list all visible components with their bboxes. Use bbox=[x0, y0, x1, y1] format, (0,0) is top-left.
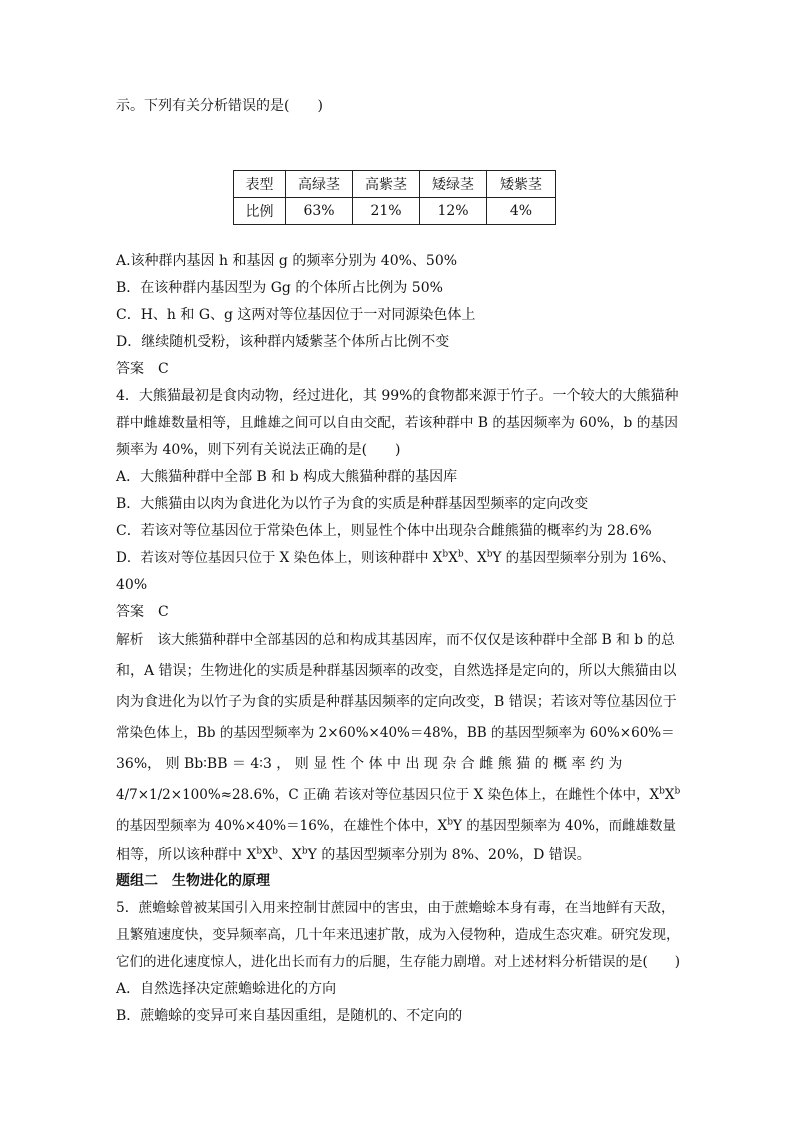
q4-explanation-5: 36%， 则 Bb∶BB ＝ 4∶3 ， 则 显 性 个 体 中 出 现 杂 合 雌 熊 猫 的 概 率 约 为 bbox=[116, 756, 623, 772]
table-cell: 矮绿茎 bbox=[420, 171, 487, 198]
table-cell: 矮紫茎 bbox=[487, 171, 556, 198]
q4-explanation-1: 解析 该大熊猫种群中全部基因的总和构成其基因库，而不仅仅是该种群中全部 B 和 b 的总 bbox=[116, 632, 675, 648]
table-cell: 12% bbox=[420, 198, 487, 225]
q3-option-d: D．继续随机受粉，该种群内矮紫茎个体所占比例不变 bbox=[116, 334, 450, 350]
q5-stem-line-3: 它们的进化速度惊人，进化出长而有力的后腿，生存能力剧增。对上述材料分析错误的是( ) bbox=[116, 954, 681, 970]
q3-option-c: C．H、h 和 G、g 这两对等位基因位于一对同源染色体上 bbox=[116, 307, 476, 323]
q5-option-a: A．自然选择决定蔗蟾蜍进化的方向 bbox=[116, 981, 337, 997]
q5-option-b: B．蔗蟾蜍的变异可来自基因重组，是随机的、不定向的 bbox=[116, 1008, 463, 1024]
q4-explanation-4: 常染色体上，Bb 的基因型频率为 2×60%×40%＝48%，BB 的基因型频率为 60%×60%＝ bbox=[116, 725, 675, 741]
intro-line: 示。下列有关分析错误的是( ) bbox=[116, 98, 323, 114]
q4-option-c: C．若该对等位基因位于常染色体上，则显性个体中出现杂合雌熊猫的概率约为 28.6% bbox=[116, 523, 652, 539]
phenotype-ratio-table bbox=[233, 170, 556, 225]
table-cell: 高绿茎 bbox=[286, 171, 353, 198]
table-cell: 63% bbox=[286, 198, 353, 225]
q4-stem-line-1: 4．大熊猫最初是食肉动物，经过进化，其 99%的食物都来源于竹子。一个较大的大熊猫种 bbox=[116, 388, 679, 404]
q5-stem-line-1: 5．蔗蟾蜍曾被某国引入用来控制甘蔗园中的害虫，由于蔗蟾蜍本身有毒，在当地鲜有天敌， bbox=[116, 900, 675, 916]
q4-option-d-cont: 40% bbox=[116, 577, 148, 593]
q4-explanation-6: 4/7×1/2×100%≈28.6%，C 正确 若该对等位基因只位于 X 染色体上，在雌性个体中，$X^bX^b$ bbox=[116, 786, 681, 803]
table-cell: 4% bbox=[487, 198, 556, 225]
q4-option-d: D．若该对等位基因只位于 X 染色体上，则该种群中 $X^bX^b$、$X^bY$ 的基因型频率分别为 16%、 bbox=[116, 549, 675, 566]
table-header-row bbox=[234, 171, 556, 198]
q4-answer: 答案 C bbox=[116, 604, 169, 620]
q4-option-b: B．大熊猫由以肉为食进化为以竹子为食的实质是种群基因型频率的定向改变 bbox=[116, 496, 589, 512]
q3-option-a: A.该种群内基因 h 和基因 g 的频率分别为 40%、50% bbox=[116, 253, 458, 269]
q4-explanation-3: 肉为食进化为以竹子为食的实质是种群基因频率的定向改变，B 错误；若该对等位基因位于 bbox=[116, 694, 677, 710]
q5-stem-line-2: 且繁殖速度快，变异频率高，几十年来迅速扩散，成为入侵物种，造成生态灾难。研究发现， bbox=[116, 927, 680, 943]
table-cell: 表型 bbox=[234, 171, 286, 198]
table-cell: 21% bbox=[353, 198, 420, 225]
q4-option-a: A．大熊猫种群中全部 B 和 b 构成大熊猫种群的基因库 bbox=[116, 469, 458, 485]
q3-answer: 答案 C bbox=[116, 361, 169, 377]
section-title: 题组二 生物进化的原理 bbox=[116, 873, 270, 889]
q4-explanation-8: 相等，所以该种群中 $X^bX^b$、$X^bY$ 的基因型频率分别为 8%、20%，D 错误。 bbox=[116, 846, 591, 863]
q4-explanation-2: 和，A 错误；生物进化的实质是种群基因频率的改变，自然选择是定向的，所以大熊猫由以 bbox=[116, 663, 677, 679]
q4-stem-line-2: 群中雌雄数量相等，且雌雄之间可以自由交配，若该种群中 B 的基因频率为 60%，b 的基因 bbox=[116, 415, 678, 431]
q4-explanation-7: 的基因型频率为 40%×40%＝16%，在雄性个体中，$X^bY$ 的基因型频率为 40%，而雌雄数量 bbox=[116, 817, 677, 834]
table-cell: 高紫茎 bbox=[353, 171, 420, 198]
table-cell: 比例 bbox=[234, 198, 286, 225]
q4-stem-line-3: 频率为 40%，则下列有关说法正确的是( ) bbox=[116, 442, 401, 458]
table-row bbox=[234, 198, 556, 225]
q3-option-b: B．在该种群内基因型为 Gg 的个体所占比例为 50% bbox=[116, 280, 443, 296]
